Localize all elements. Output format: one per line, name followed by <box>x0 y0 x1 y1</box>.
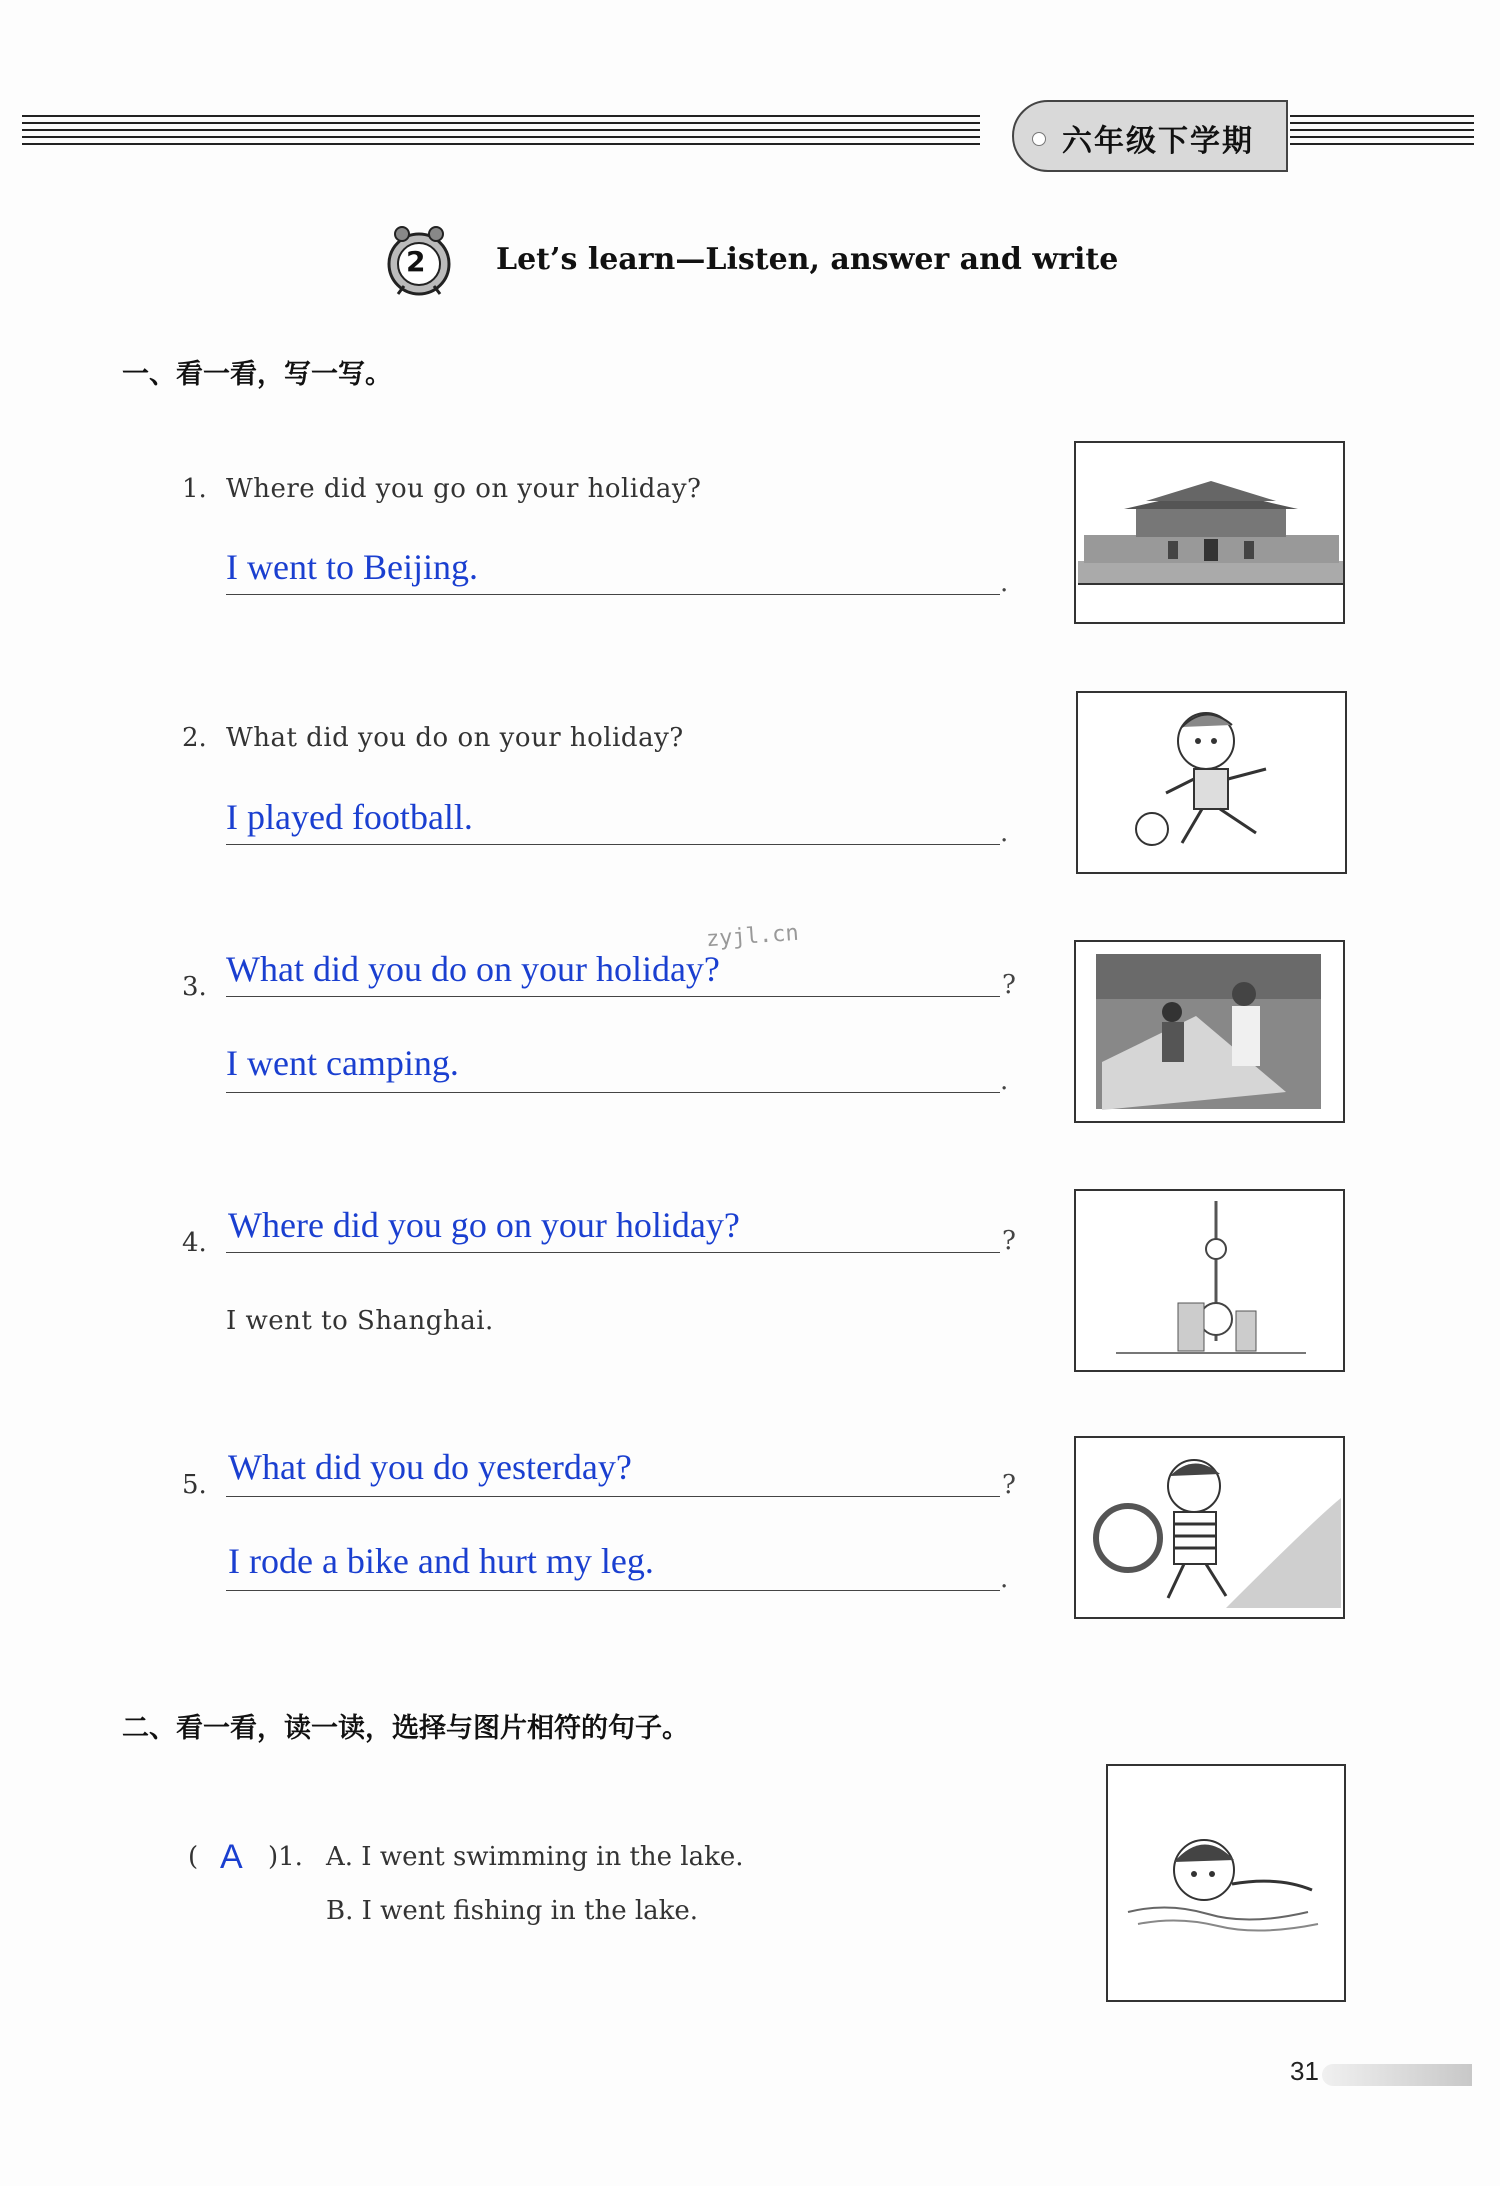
choice1-open-paren: ( <box>188 1842 199 1872</box>
item5-answer-line <box>226 1590 1000 1591</box>
item5-question: What did you do yesterday? <box>228 1447 632 1487</box>
item3-number: 3. <box>182 972 207 1002</box>
item1-number: 1. <box>182 474 207 504</box>
item4-question: Where did you go on your holiday? <box>228 1205 740 1245</box>
item3-question-line <box>226 996 1000 997</box>
header-rule-right <box>1290 115 1474 157</box>
page-number: 31 <box>1290 2056 1319 2086</box>
grade-tab <box>1012 100 1288 172</box>
item2-answer-line <box>226 844 1000 845</box>
choice1-answer: A <box>220 1838 243 1876</box>
lesson-title: Let’s learn—Listen, answer and write <box>496 242 1119 277</box>
bike-hurt-picture <box>1074 1436 1345 1619</box>
item5-answer: I rode a bike and hurt my leg. <box>228 1541 654 1581</box>
item3-answer: I went camping. <box>226 1043 459 1083</box>
watermark: zyjl.cn <box>705 920 800 953</box>
item5-question-mark: ? <box>1002 1470 1016 1500</box>
swimming-picture <box>1106 1764 1346 2002</box>
football-picture <box>1076 691 1347 874</box>
item4-question-line <box>226 1252 1000 1253</box>
item1-question: Where did you go on your holiday? <box>226 474 702 504</box>
item4-answer: I went to Shanghai. <box>226 1306 494 1336</box>
item1-answer: I went to Beijing. <box>226 547 478 587</box>
tiananmen-picture <box>1074 441 1345 624</box>
shanghai-tower-picture <box>1074 1189 1345 1372</box>
item4-number: 4. <box>182 1228 207 1258</box>
choice1-option-a: A. I went swimming in the lake. <box>326 1842 744 1872</box>
item1-answer-line <box>226 594 1000 595</box>
item3-answer-line <box>226 1092 1000 1093</box>
tab-dot-icon <box>1032 132 1046 146</box>
item2-answer: I played football. <box>226 797 473 837</box>
page-number-bar <box>1322 2064 1472 2086</box>
choice1-option-b: B. I went fishing in the lake. <box>326 1896 699 1926</box>
item4-question-mark: ? <box>1002 1226 1016 1256</box>
item2-question: What did you do on your holiday? <box>226 723 684 753</box>
item5-end-mark: . <box>1000 1564 1009 1594</box>
item5-question-line <box>226 1496 1000 1497</box>
choice1-number: )1. <box>268 1842 303 1872</box>
header-rule-left <box>22 115 980 157</box>
section2-heading: 二、看一看，读一读，选择与图片相符的句子。 <box>122 1713 689 1744</box>
item3-question-mark: ? <box>1002 970 1016 1000</box>
item3-end-mark: . <box>1000 1066 1009 1096</box>
item5-number: 5. <box>182 1470 207 1500</box>
item1-end-mark: . <box>1000 568 1009 598</box>
item2-end-mark: . <box>1000 818 1009 848</box>
camping-picture <box>1074 940 1345 1123</box>
section1-heading: 一、看一看，写一写。 <box>122 359 392 390</box>
grade-tab-label: 六年级下学期 <box>1062 124 1254 159</box>
item2-number: 2. <box>182 723 207 753</box>
lesson-number: 2 <box>406 245 426 278</box>
item3-question: What did you do on your holiday? <box>226 949 720 989</box>
